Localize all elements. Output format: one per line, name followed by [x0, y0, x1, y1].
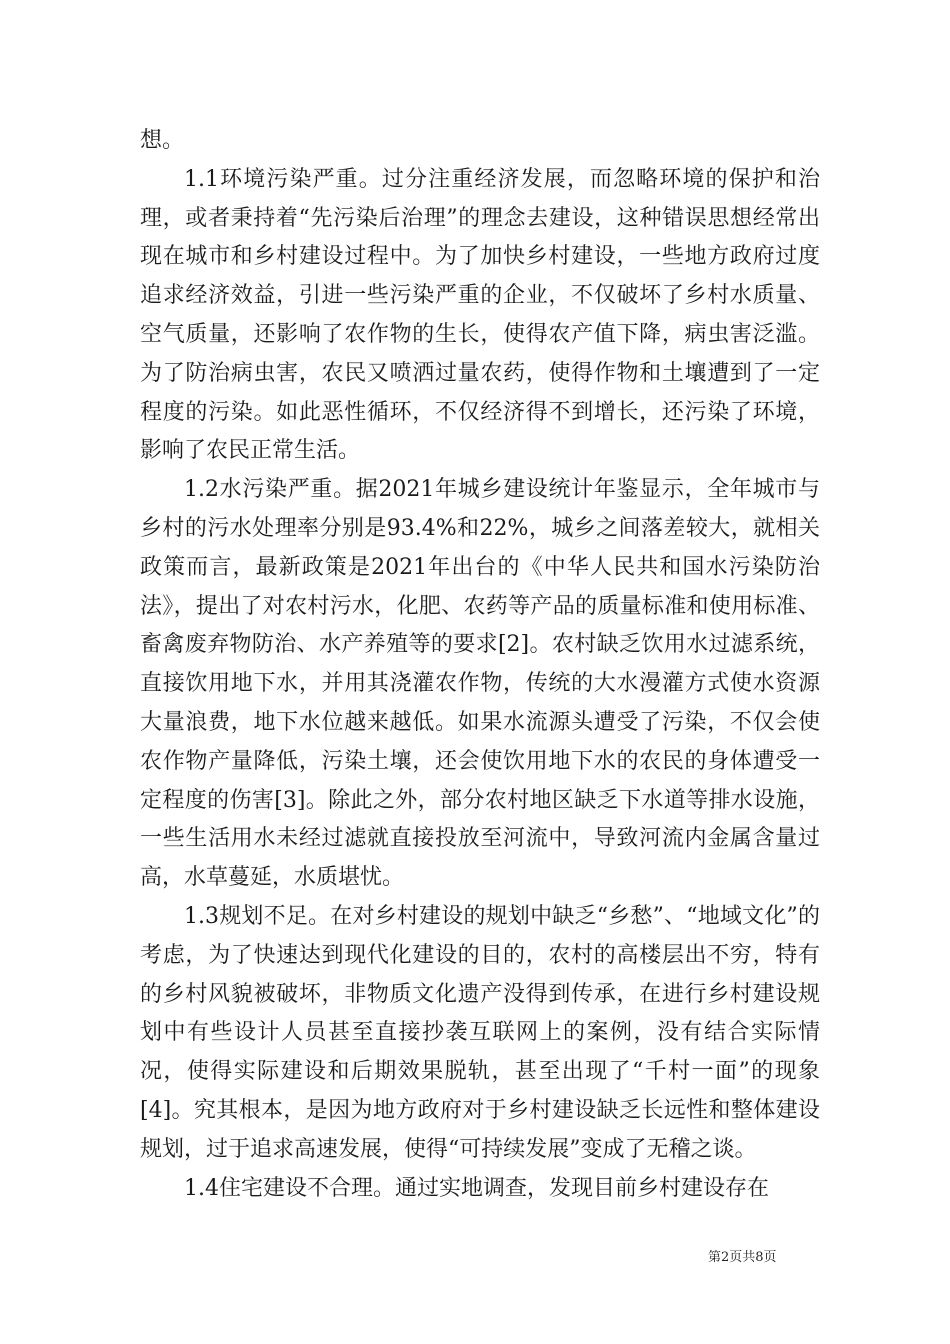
paragraph-housing-construction: 1.4住宅建设不合理。通过实地调查，发现目前乡村建设存在 [184, 1175, 769, 1201]
paragraph-environmental-pollution: 1.1环境污染严重。过分注重经济发展，而忽略环境的保护和治理，或者秉持着“先污染后治理”的理念去建设，这种错误思想经常出现在城市和乡村建设过程中。为了加快乡村建设，一些地方政府过度追求经济效益，引进一些污染严重的企业，不仅破坏了乡村水质量、空气质量，还影响了农作物的生长，使得农产值下降，病虫害泛滥。为了防治病虫害，农民又喷洒过量农药，使得作物和土壤遭到了一定程度的污染。如此恶性循环，不仅经济得不到增长，还污染了环境，影响了农民正常生活。 [140, 166, 820, 464]
document-body [140, 122, 820, 1208]
paragraph-insufficient-planning: 1.3规划不足。在对乡村建设的规划中缺乏“乡愁”、“地域文化”的考虑，为了快速达到现代化建设的目的，农村的高楼层出不穷，特有的乡村风貌被破坏，非物质文化遗产没得到传承，在进行乡村建设规划中有些设计人员甚至直接抄袭互联网上的案例，没有结合实际情况，使得实际建设和后期效果脱轨，甚至出现了“千村一面”的现象[4]。究其根本，是因为地方政府对于乡村建设缺乏长远性和整体建设规划，过于追求高速发展，使得“可持续发展”变成了无稽之谈。 [140, 903, 820, 1162]
paragraph-water-pollution: 1.2水污染严重。据2021年城乡建设统计年鉴显示，全年城市与乡村的污水处理率分别是93.4%和22%，城乡之间落差较大，就相关政策而言，最新政策是2021年出台的《中华人民共和国水污染防治法》，提出了对农村污水，化肥、农药等产品的质量标准和使用标准、畜禽废弃物防治、水产养殖等的要求[2]。农村缺乏饮用水过滤系统，直接饮用地下水，并用其浇灌农作物，传统的大水漫灌方式使水资源大量浪费，地下水位越来越低。如果水流源头遭受了污染，不仅会使农作物产量降低，污染土壤，还会使饮用地下水的农民的身体遭受一定程度的伤害[3]。除此之外，部分农村地区缺乏下水道等排水设施，一些生活用水未经过滤就直接投放至河流中，导致河流内金属含量过高，水草蔓延，水质堪忧。 [140, 477, 820, 891]
paragraph-continuation: 想。 [140, 128, 185, 153]
page-number: 第2页共8页 [708, 1250, 777, 1265]
